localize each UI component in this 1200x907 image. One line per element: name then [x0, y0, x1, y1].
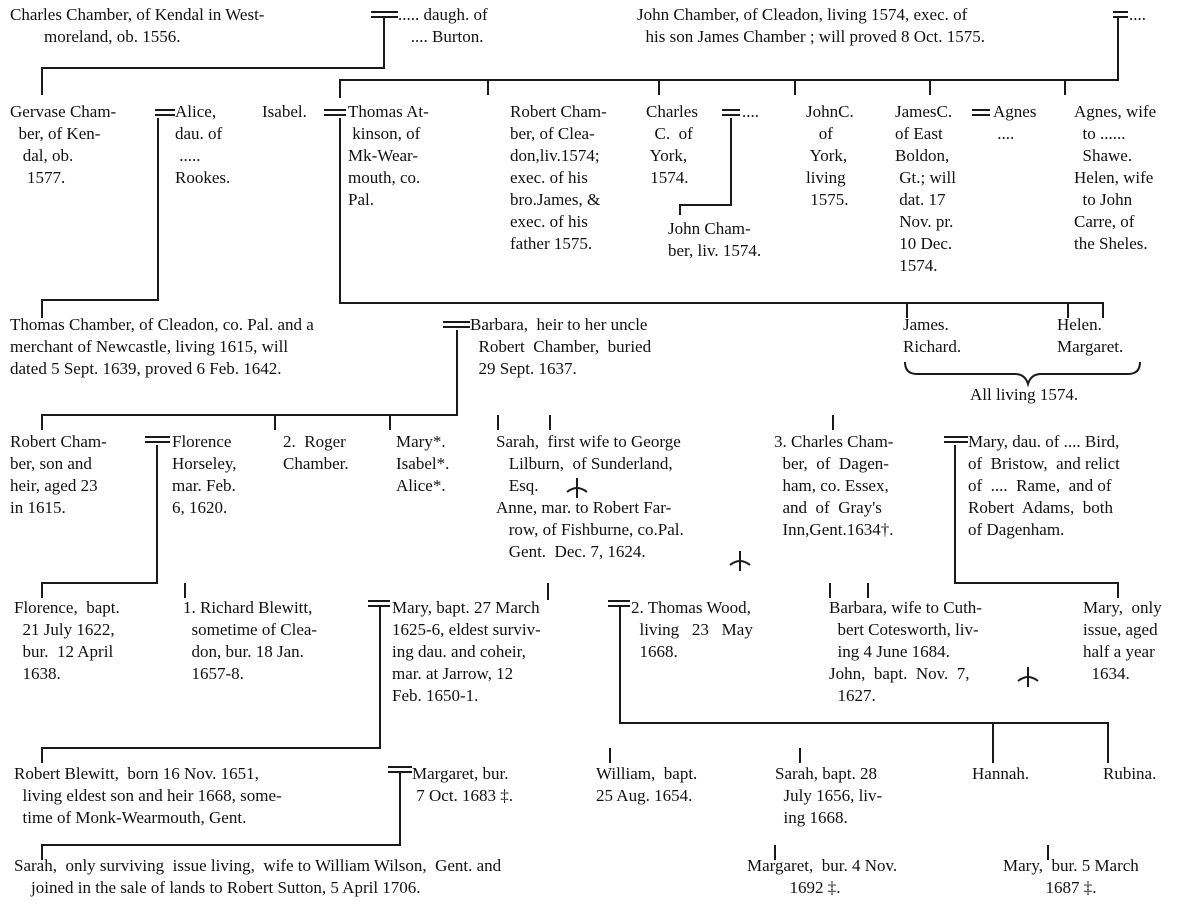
helen-margaret: Helen. Margaret. [1057, 315, 1124, 356]
margaret-bur-1683: Margaret, bur. 7 Oct. 1683 ‡. [412, 764, 514, 805]
sarah-and-anne: Sarah, first wife to George Lilburn, of Sunderland, Esq. Anne, mar. to Robert Far- row, of Fishburne, co.Pal. Gent. Dec. 7, 1624. [496, 432, 684, 561]
charles-chamber-dagenham: 3. Charles Cham- ber, of Dagen- ham, co. Essex, and of Gray's Inn,Gent.1634†. [774, 432, 894, 539]
mary-bur-1687: Mary, bur. 5 March 1687 ‡. [1003, 856, 1139, 897]
all-living-1574: All living 1574. [970, 385, 1079, 404]
thomas-wood: 2. Thomas Wood, living 23 May 1668. [631, 598, 753, 661]
roger-chamber: 2. Roger Chamber. [283, 432, 349, 473]
charles-c-wife: .... [742, 102, 759, 121]
charles-chamber-kendal: Charles Chamber, of Kendal in West- moreland, ob. 1556. [10, 5, 265, 46]
john-c-york: JohnC. of York, living 1575. [806, 102, 854, 209]
agnes-wife-of-james: Agnes .... [993, 102, 1037, 143]
gervase-chamber: Gervase Cham- ber, of Ken- dal, ob. 1577. [10, 102, 117, 187]
mary-bird: Mary, dau. of .... Bird, of Bristow, and relict of .... Rame, and of Robert Adams, both of Dagenham. [968, 432, 1120, 539]
rubina: Rubina. [1103, 764, 1157, 783]
thomas-chamber-cleadon: Thomas Chamber, of Cleadon, co. Pal. and a merchant of Newcastle, living 1615, will dated 5 Sept. 1639, proved 6 Feb. 1642. [10, 315, 314, 378]
margaret-bur-1692: Margaret, bur. 4 Nov. 1692 ‡. [747, 856, 898, 897]
james-richard: James. Richard. [903, 315, 962, 356]
agnes-and-helen: Agnes, wife to ...... Shawe. Helen, wife to John Carre, of the Sheles. [1074, 102, 1157, 253]
all-living-brace [905, 362, 1140, 384]
robert-chamber-heir: Robert Cham- ber, son and heir, aged 23 in 1615. [10, 432, 107, 517]
florence-horseley: Florence Horseley, mar. Feb. 6, 1620. [172, 432, 237, 517]
richard-blewitt: 1. Richard Blewitt, sometime of Clea- don, bur. 18 Jan. 1657-8. [183, 598, 318, 683]
thomas-atkinson: Thomas At- kinson, of Mk-Wear- mouth, co. Pal. [348, 102, 429, 209]
alice-rookes: Alice, dau. of ..... Rookes. [175, 102, 231, 187]
robert-chamber-cleadon: Robert Cham- ber, of Clea- don,liv.1574; exec. of his bro.James, & exec. of his father 1575. [510, 102, 607, 253]
william-bapt-1654: William, bapt. 25 Aug. 1654. [596, 764, 698, 805]
john-chamber-cleadon: John Chamber, of Cleadon, living 1574, exec. of his son James Chamber ; will proved 8 Oct. 1575. [637, 5, 985, 46]
robert-blewitt: Robert Blewitt, born 16 Nov. 1651, living eldest son and heir 1668, some- time of Monk-Wearmouth, Gent. [14, 764, 282, 827]
sarah-bapt-1656: Sarah, bapt. 28 July 1656, liv- ing 1668. [775, 764, 883, 827]
charles-c-york: Charles C. of York, 1574. [646, 102, 698, 187]
john-chamber-son-of-charles: John Cham- ber, liv. 1574. [668, 219, 762, 260]
sarah-only-surviving: Sarah, only surviving issue living, wife to William Wilson, Gent. and joined in the sale of lands to Robert Sutton, 5 April 1706. [14, 856, 502, 897]
mary-bapt-1625: Mary, bapt. 27 March 1625-6, eldest surviv- ing dau. and coheir, mar. at Jarrow, 12 Feb. 1650-1. [392, 598, 541, 705]
hannah: Hannah. [972, 764, 1030, 783]
isabel: Isabel. [262, 102, 307, 121]
james-c-east-boldon: JamesC. of East Boldon, Gt.; will dat. 17 Nov. pr. 10 Dec. 1574. [895, 102, 956, 275]
mary-only-issue: Mary, only issue, aged half a year 1634. [1083, 598, 1162, 683]
john-chamber-wife: .... [1129, 5, 1146, 24]
florence-bapt-1622: Florence, bapt. 21 July 1622, bur. 12 April 1638. [14, 598, 120, 683]
charles-chamber-wife: ..... daugh. of .... Burton. [398, 5, 488, 46]
barbara-heir: Barbara, heir to her uncle Robert Chamber, buried 29 Sept. 1637. [470, 315, 652, 378]
barbara-and-john: Barbara, wife to Cuth- bert Cotesworth, liv- ing 4 June 1684. John, bapt. Nov. 7, 1627. [829, 598, 982, 705]
mary-isabel-alice: Mary*. Isabel*. Alice*. [396, 432, 450, 495]
